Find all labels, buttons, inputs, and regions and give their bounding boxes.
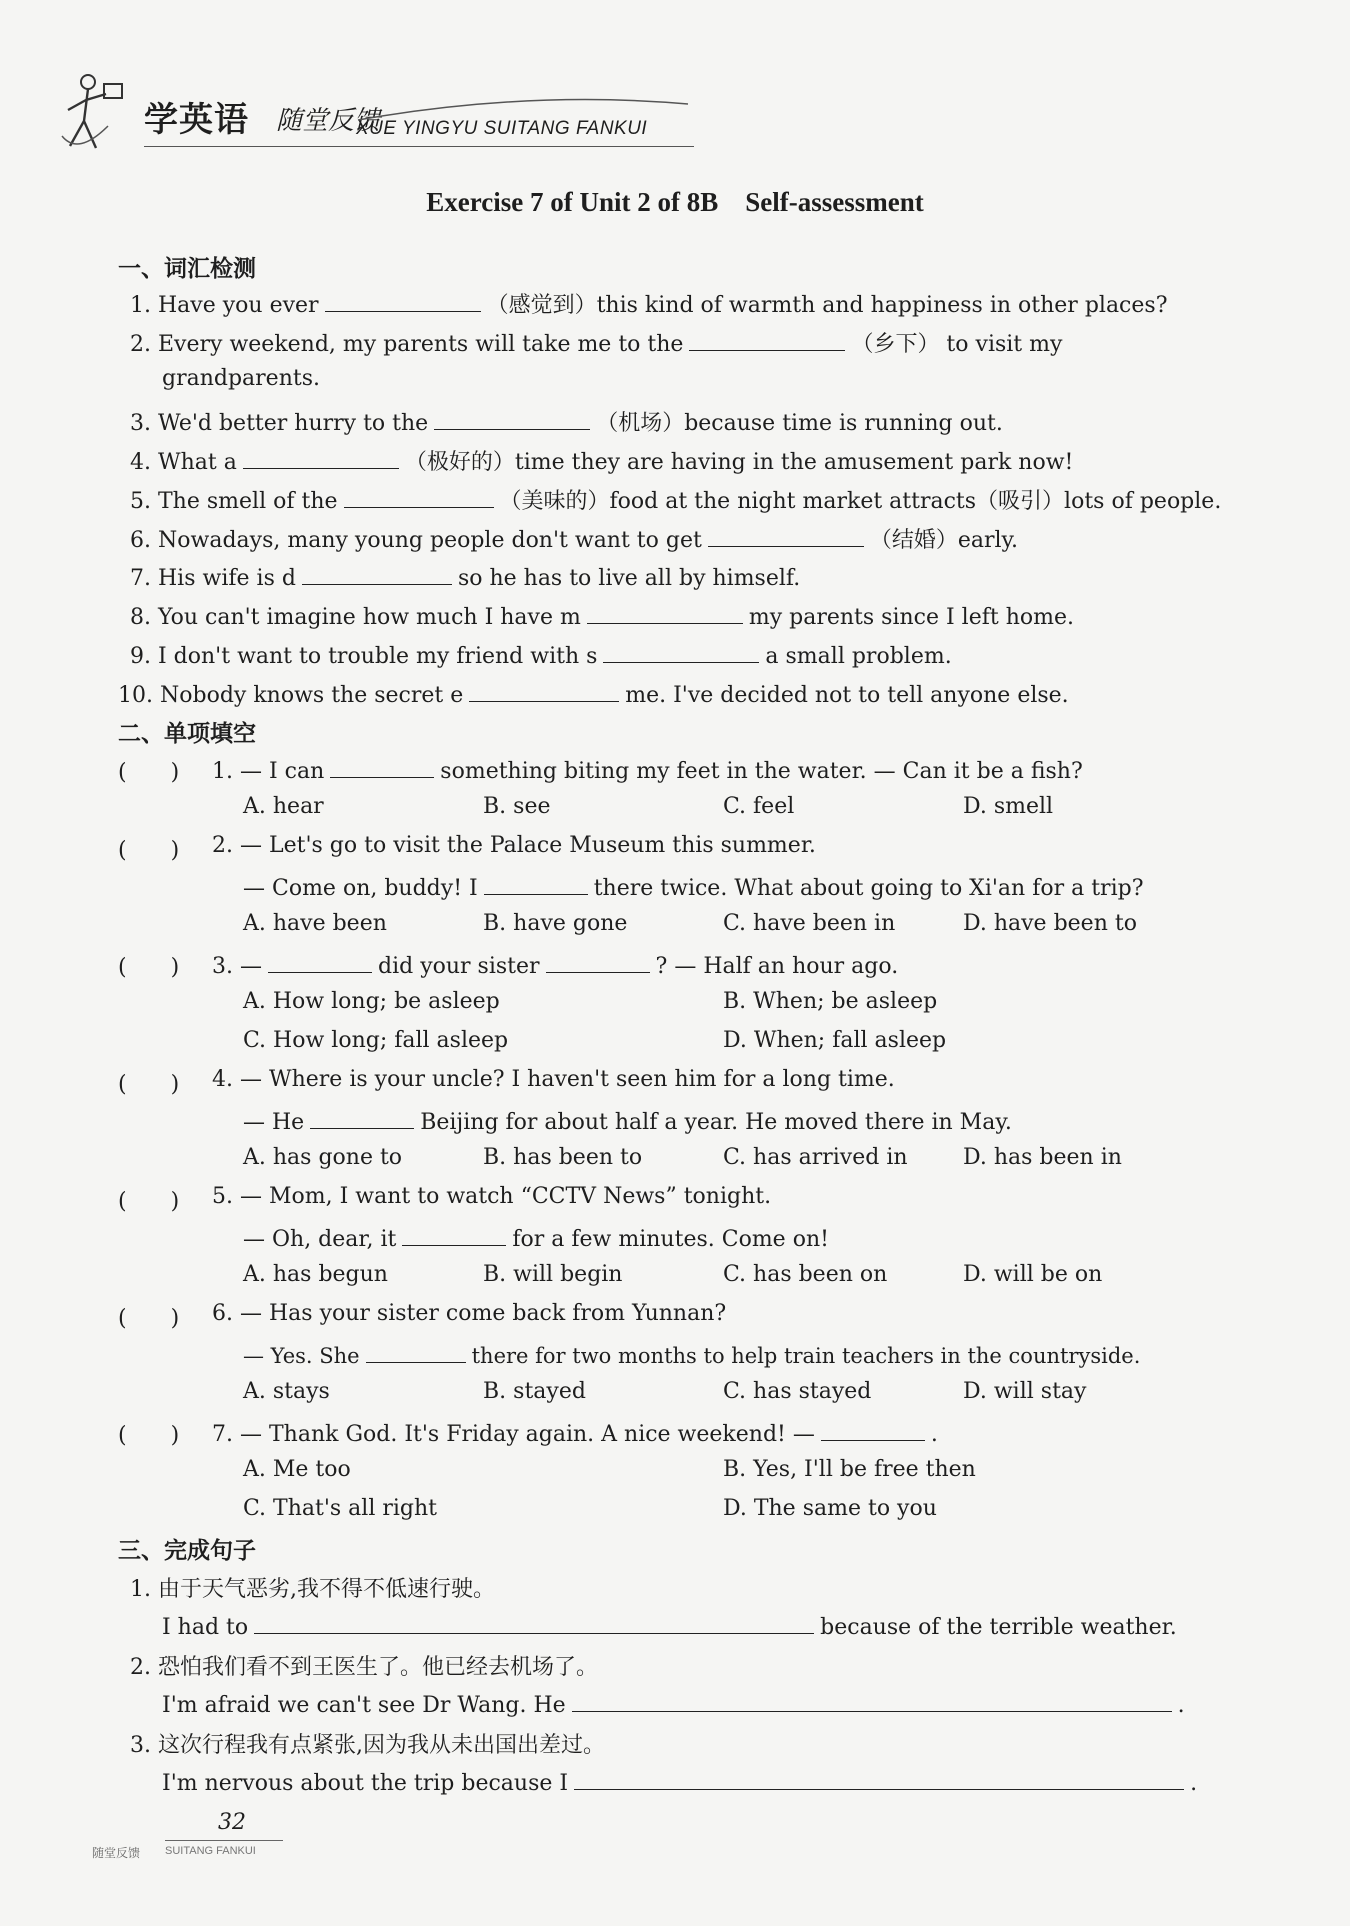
q4-option-b[interactable]: B. has been to bbox=[483, 1145, 643, 1170]
footer-brand-pinyin: SUITANG FANKUI bbox=[165, 1845, 256, 1857]
student-figure-icon bbox=[58, 66, 138, 162]
q3-option-b[interactable]: B. When; be asleep bbox=[723, 989, 938, 1014]
q3-option-a[interactable]: A. How long; be asleep bbox=[243, 989, 500, 1014]
answer-blank[interactable] bbox=[689, 328, 845, 351]
page-title: Exercise 7 of Unit 2 of 8B Self-assessment bbox=[426, 187, 924, 217]
q6-option-d[interactable]: D. will stay bbox=[963, 1379, 1087, 1404]
sentence-2-chinese: 2. 恐怕我们看不到王医生了。他已经去机场了。 bbox=[130, 1655, 599, 1680]
answer-blank[interactable] bbox=[254, 1611, 814, 1634]
choice-q5-line2: — Oh, dear, it for a few minutes. Come on! bbox=[243, 1223, 829, 1252]
vocab-item-2: 2. Every weekend, my parents will take me to the （乡下） to visit my bbox=[130, 327, 1062, 358]
choice-q4-line1: 4. — Where is your uncle? I haven't seen him for a long time. bbox=[212, 1067, 895, 1092]
q6-option-c[interactable]: C. has stayed bbox=[723, 1379, 872, 1404]
choice-q6-line2: — Yes. She there for two months to help train teachers in the countryside. bbox=[243, 1340, 1140, 1368]
q6-option-b[interactable]: B. stayed bbox=[483, 1379, 586, 1404]
choice-q1: 1. — I can something biting my feet in the water. — Can it be a fish? bbox=[212, 755, 1083, 784]
answer-blank[interactable] bbox=[330, 755, 434, 778]
answer-blank[interactable] bbox=[484, 872, 588, 895]
choice-q6-line1: 6. — Has your sister come back from Yunnan? bbox=[212, 1301, 727, 1326]
answer-blank[interactable] bbox=[366, 1340, 466, 1363]
vocab-item-8: 8. You can't imagine how much I have m my parents since I left home. bbox=[130, 601, 1074, 630]
q2-option-c[interactable]: C. have been in bbox=[723, 911, 896, 936]
q7-option-a[interactable]: A. Me too bbox=[243, 1457, 351, 1482]
choice-q2-line2: — Come on, buddy! I there twice. What about going to Xi'an for a trip? bbox=[243, 872, 1143, 901]
sentence-3-english: I'm nervous about the trip because I . bbox=[162, 1767, 1197, 1796]
vocab-item-1: 1. Have you ever （感觉到）this kind of warmth and happiness in other places? bbox=[130, 288, 1167, 319]
answer-blank[interactable] bbox=[268, 950, 372, 973]
footer-brand: 随堂反馈 bbox=[92, 1846, 141, 1860]
answer-blank[interactable] bbox=[402, 1223, 506, 1246]
q5-option-b[interactable]: B. will begin bbox=[483, 1262, 623, 1287]
vocab-item-3: 3. We'd better hurry to the （机场）because time is running out. bbox=[130, 406, 1003, 437]
answer-blank[interactable] bbox=[546, 950, 650, 973]
section-heading-vocab: 一、词汇检测 bbox=[118, 256, 256, 282]
q2-option-d[interactable]: D. have been to bbox=[963, 911, 1137, 936]
choice-q4-line2: — He Beijing for about half a year. He moved there in May. bbox=[243, 1106, 1012, 1135]
footer-rule bbox=[165, 1840, 283, 1841]
answer-paren-2[interactable]: ( ) bbox=[118, 838, 180, 863]
sentence-1-chinese: 1. 由于天气恶劣,我不得不低速行驶。 bbox=[130, 1577, 495, 1602]
answer-blank[interactable] bbox=[434, 407, 590, 430]
answer-paren-7[interactable]: ( ) bbox=[118, 1423, 180, 1448]
vocab-item-10: 10. Nobody knows the secret e me. I've decided not to tell anyone else. bbox=[118, 679, 1069, 708]
answer-blank[interactable] bbox=[708, 524, 864, 547]
q4-option-a[interactable]: A. has gone to bbox=[243, 1145, 403, 1170]
q5-option-d[interactable]: D. will be on bbox=[963, 1262, 1103, 1287]
answer-blank[interactable] bbox=[310, 1106, 414, 1129]
answer-paren-4[interactable]: ( ) bbox=[118, 1072, 180, 1097]
q7-option-c[interactable]: C. That's all right bbox=[243, 1496, 437, 1521]
sentence-2-english: I'm afraid we can't see Dr Wang. He . bbox=[162, 1689, 1185, 1718]
vocab-item-9: 9. I don't want to trouble my friend with s a small problem. bbox=[130, 640, 952, 669]
section-heading-sentences: 三、完成句子 bbox=[118, 1538, 256, 1564]
brand-title: 学英语 bbox=[144, 100, 249, 140]
header bbox=[58, 60, 658, 170]
answer-blank[interactable] bbox=[469, 679, 619, 702]
brand-subtitle: 随堂反馈 bbox=[276, 106, 381, 136]
answer-blank[interactable] bbox=[302, 562, 452, 585]
answer-blank[interactable] bbox=[587, 601, 743, 624]
vocab-item-2-cont: grandparents. bbox=[162, 366, 320, 391]
answer-paren-6[interactable]: ( ) bbox=[118, 1306, 180, 1331]
q6-option-a[interactable]: A. stays bbox=[243, 1379, 330, 1404]
q3-option-c[interactable]: C. How long; fall asleep bbox=[243, 1028, 509, 1053]
answer-blank[interactable] bbox=[344, 485, 494, 508]
header-rule bbox=[144, 146, 694, 147]
vocab-item-6: 6. Nowadays, many young people don't want to get （结婚）early. bbox=[130, 523, 1018, 554]
sentence-1-english: I had to because of the terrible weather. bbox=[162, 1611, 1177, 1640]
q5-option-c[interactable]: C. has been on bbox=[723, 1262, 888, 1287]
q1-option-a[interactable]: A. hear bbox=[243, 794, 324, 819]
q2-option-a[interactable]: A. have been bbox=[243, 911, 387, 936]
q1-option-c[interactable]: C. feel bbox=[723, 794, 795, 819]
answer-blank[interactable] bbox=[574, 1767, 1184, 1790]
q2-option-b[interactable]: B. have gone bbox=[483, 911, 628, 936]
q1-option-d[interactable]: D. smell bbox=[963, 794, 1054, 819]
brand-pinyin: XUE YINGYU SUITANG FANKUI bbox=[356, 118, 648, 139]
answer-blank[interactable] bbox=[603, 640, 759, 663]
answer-blank[interactable] bbox=[821, 1418, 925, 1441]
choice-q2-line1: 2. — Let's go to visit the Palace Museum this summer. bbox=[212, 833, 816, 858]
page-number: 32 bbox=[218, 1810, 246, 1835]
answer-paren-1[interactable]: ( ) bbox=[118, 760, 180, 785]
q4-option-d[interactable]: D. has been in bbox=[963, 1145, 1122, 1170]
answer-paren-5[interactable]: ( ) bbox=[118, 1189, 180, 1214]
answer-blank[interactable] bbox=[572, 1689, 1172, 1712]
q5-option-a[interactable]: A. has begun bbox=[243, 1262, 388, 1287]
choice-q3: 3. — did your sister ? — Half an hour ago. bbox=[212, 950, 898, 979]
q1-option-b[interactable]: B. see bbox=[483, 794, 551, 819]
q7-option-d[interactable]: D. The same to you bbox=[723, 1496, 937, 1521]
choice-q5-line1: 5. — Mom, I want to watch “CCTV News” tonight. bbox=[212, 1184, 772, 1209]
vocab-item-7: 7. His wife is d so he has to live all by himself. bbox=[130, 562, 800, 591]
choice-q7: 7. — Thank God. It's Friday again. A nice weekend! — . bbox=[212, 1418, 938, 1447]
q3-option-d[interactable]: D. When; fall asleep bbox=[723, 1028, 947, 1053]
vocab-item-5: 5. The smell of the （美味的）food at the night market attracts（吸引）lots of people. bbox=[130, 484, 1221, 515]
q4-option-c[interactable]: C. has arrived in bbox=[723, 1145, 908, 1170]
answer-paren-3[interactable]: ( ) bbox=[118, 955, 180, 980]
section-heading-choice: 二、单项填空 bbox=[118, 721, 256, 747]
vocab-item-4: 4. What a （极好的）time they are having in the amusement park now! bbox=[130, 445, 1073, 476]
answer-blank[interactable] bbox=[325, 289, 481, 312]
sentence-3-chinese: 3. 这次行程我有点紧张,因为我从未出国出差过。 bbox=[130, 1733, 605, 1758]
answer-blank[interactable] bbox=[243, 446, 399, 469]
q7-option-b[interactable]: B. Yes, I'll be free then bbox=[723, 1457, 976, 1482]
